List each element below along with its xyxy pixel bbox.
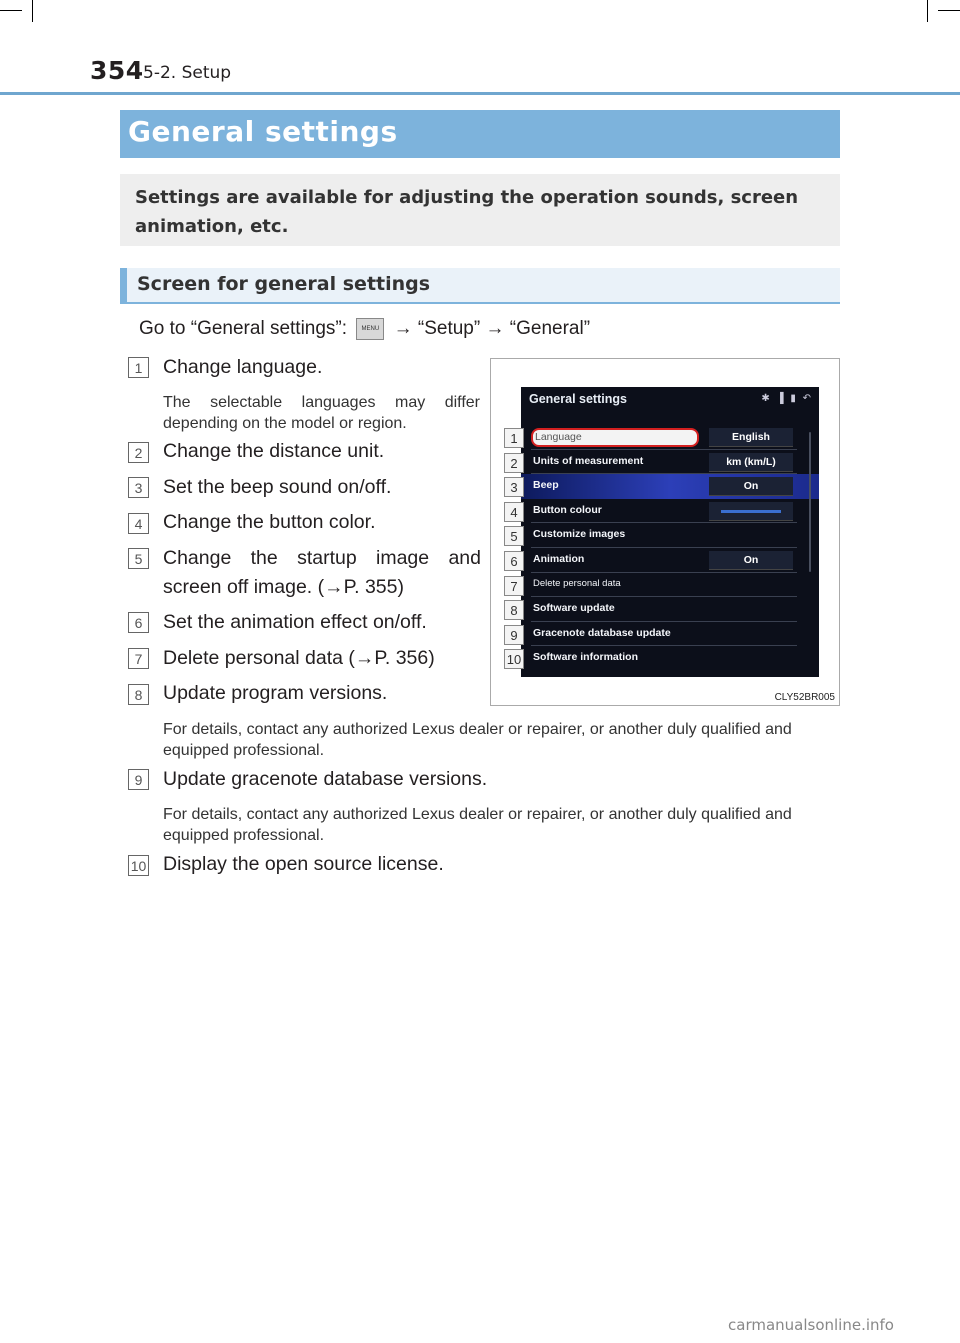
list-item: Delete personal data (→P. 356) xyxy=(163,647,435,669)
row-label: Customize images xyxy=(533,528,626,541)
section-label: 5-2. Setup xyxy=(143,63,232,83)
screen-row-animation xyxy=(521,548,819,573)
figure-code: CLY52BR005 xyxy=(774,692,835,703)
row-label: Button colour xyxy=(533,503,602,516)
crop-mark xyxy=(0,10,22,11)
item-number: 7 xyxy=(128,648,149,669)
callout-number: 9 xyxy=(504,625,524,645)
item-number: 10 xyxy=(128,855,149,876)
item-number: 6 xyxy=(128,612,149,633)
list-item: Change language. xyxy=(163,356,323,378)
list-item: Update program versions. xyxy=(163,682,388,704)
subheading-bar xyxy=(120,268,840,304)
row-label: Software update xyxy=(533,602,615,615)
row-label: Language xyxy=(531,428,699,447)
arrow-icon: → xyxy=(393,318,413,340)
crop-mark xyxy=(938,10,960,11)
row-value: km (km/L) xyxy=(709,453,793,472)
arrow-icon: → xyxy=(485,318,505,340)
row-value: English xyxy=(709,428,793,447)
screen-row-software-info xyxy=(521,646,819,671)
callout-number: 8 xyxy=(504,600,524,620)
item-number: 9 xyxy=(128,769,149,790)
item-number: 5 xyxy=(128,548,149,569)
row-label: Software information xyxy=(533,651,639,664)
screen-row-customize-images xyxy=(521,523,819,548)
screen-row-software-update xyxy=(521,597,819,622)
screen-row-language xyxy=(521,425,819,450)
callout-number: 3 xyxy=(504,477,524,497)
item-note: The selectable languages may differ depending on the model or region. xyxy=(163,394,480,432)
goto-step-general: “General” xyxy=(509,318,591,340)
menu-icon: MENU xyxy=(356,318,384,340)
screen-row-beep xyxy=(521,474,819,499)
item-number: 1 xyxy=(128,357,149,378)
screen-row-button-colour xyxy=(521,499,819,524)
callout-number: 4 xyxy=(504,502,524,522)
row-label: Units of measurement xyxy=(533,454,644,467)
item-note: For details, contact any authorized Lexus dealer or repairer, or another duly qualified and equipped professional. xyxy=(163,721,792,759)
row-value xyxy=(709,502,793,521)
header-divider xyxy=(0,92,960,95)
page-title: General settings xyxy=(128,115,398,148)
screen-row-gracenote-update xyxy=(521,622,819,647)
screen-title: General settings xyxy=(529,392,627,406)
callout-number: 10 xyxy=(504,649,524,669)
row-value: On xyxy=(709,477,793,496)
intro-text: Settings are available for adjusting the operation sounds, screen animation, etc. xyxy=(135,187,799,237)
screen-row-delete-data xyxy=(521,573,819,598)
intro-box xyxy=(120,174,840,246)
crop-mark xyxy=(927,0,928,22)
callout-number: 7 xyxy=(504,576,524,596)
subheading: Screen for general settings xyxy=(137,273,431,295)
list-item: Set the beep sound on/off. xyxy=(163,476,392,498)
status-icons: ✱ ▐ ▮ ↶ xyxy=(761,393,813,404)
goto-prefix: Go to “General settings”: xyxy=(139,318,348,340)
screen-row-units xyxy=(521,450,819,475)
watermark: carmanualsonline.info xyxy=(728,1316,894,1334)
item-note: For details, contact any authorized Lexus dealer or repairer, or another duly qualified and equipped professional. xyxy=(163,806,792,844)
callout-number: 5 xyxy=(504,526,524,546)
goto-instruction xyxy=(139,318,590,340)
item-number: 4 xyxy=(128,513,149,534)
list-item: Change the button color. xyxy=(163,511,376,533)
row-value: On xyxy=(709,551,793,570)
list-item: Change the distance unit. xyxy=(163,440,385,462)
row-label: Beep xyxy=(533,479,559,492)
settings-screenshot xyxy=(490,358,840,706)
title-bar xyxy=(120,110,840,158)
item-number: 8 xyxy=(128,684,149,705)
row-label: Animation xyxy=(533,553,585,565)
list-item: Display the open source license. xyxy=(163,853,444,875)
scrollbar xyxy=(809,432,811,572)
list-item: Update gracenote database versions. xyxy=(163,768,488,790)
colour-swatch xyxy=(721,510,781,513)
item-number: 2 xyxy=(128,442,149,463)
callout-number: 1 xyxy=(504,428,524,448)
row-label: Gracenote database update xyxy=(533,626,671,639)
item-number: 3 xyxy=(128,477,149,498)
row-label: Delete personal data xyxy=(533,577,621,589)
general-settings-screen xyxy=(521,387,819,677)
crop-mark xyxy=(32,0,33,22)
callout-number: 6 xyxy=(504,551,524,571)
list-item: Set the animation effect on/off. xyxy=(163,611,427,633)
goto-step-setup: “Setup” xyxy=(417,318,481,340)
page-number: 354 xyxy=(90,56,144,85)
list-item: Change the startup image and screen off image. (→P. 355) xyxy=(163,547,481,598)
callout-number: 2 xyxy=(504,453,524,473)
